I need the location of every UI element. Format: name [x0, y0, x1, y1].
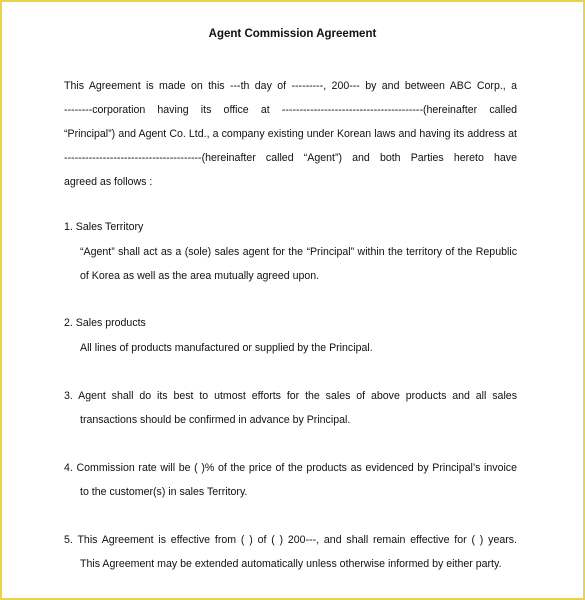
section-heading-block	[64, 384, 517, 408]
section-line: This Agreement may be extended automatically unless otherwise informed by either party.	[80, 558, 502, 570]
section-body	[80, 240, 517, 288]
intro-line: agreed as follows :	[64, 176, 153, 188]
intro-line: “Principal”) and Agent Co. Ltd., a company existing under Korean laws and having its address at	[64, 128, 517, 140]
section-line: All lines of products manufactured or supplied by the Principal.	[80, 342, 373, 354]
intro-paragraph	[64, 74, 517, 194]
section-heading: 5. This Agreement is effective from ( ) of ( ) 200---, and shall remain effective for ( ) years.	[64, 534, 517, 546]
document-title: Agent Commission Agreement	[208, 28, 377, 40]
section-line: of Korea as well as the area mutually agreed upon.	[80, 270, 320, 282]
section-body	[80, 480, 517, 504]
section-body	[80, 408, 517, 432]
section-body	[80, 552, 517, 576]
section-line: to the customer(s) in sales Territory.	[80, 486, 248, 498]
intro-line: ---------------------------------------(hereinafter called “Agent”) and both Parties hereto have	[64, 152, 517, 164]
section-heading-block	[64, 456, 517, 480]
section-heading: 3. Agent shall do its best to utmost efforts for the sales of above products and all sales	[64, 390, 517, 402]
section-heading: 1. Sales Territory	[64, 221, 144, 233]
section-heading: 2. Sales products	[64, 317, 146, 329]
intro-line: --------corporation having its office at ----------------------------------------(hereinafter called	[64, 104, 517, 116]
section-heading-block	[64, 528, 517, 552]
section-heading: 4. Commission rate will be ( )% of the price of the products as evidenced by Principal’s invoice	[64, 462, 517, 474]
section-line: transactions should be confirmed in advance by Principal.	[80, 414, 351, 426]
section-line: “Agent” shall act as a (sole) sales agent for the “Principal” within the territory of the Republic	[80, 246, 517, 258]
intro-line: This Agreement is made on this ---th day of ---------, 200--- by and between ABC Corp., a	[64, 80, 517, 92]
section-body	[80, 336, 517, 360]
